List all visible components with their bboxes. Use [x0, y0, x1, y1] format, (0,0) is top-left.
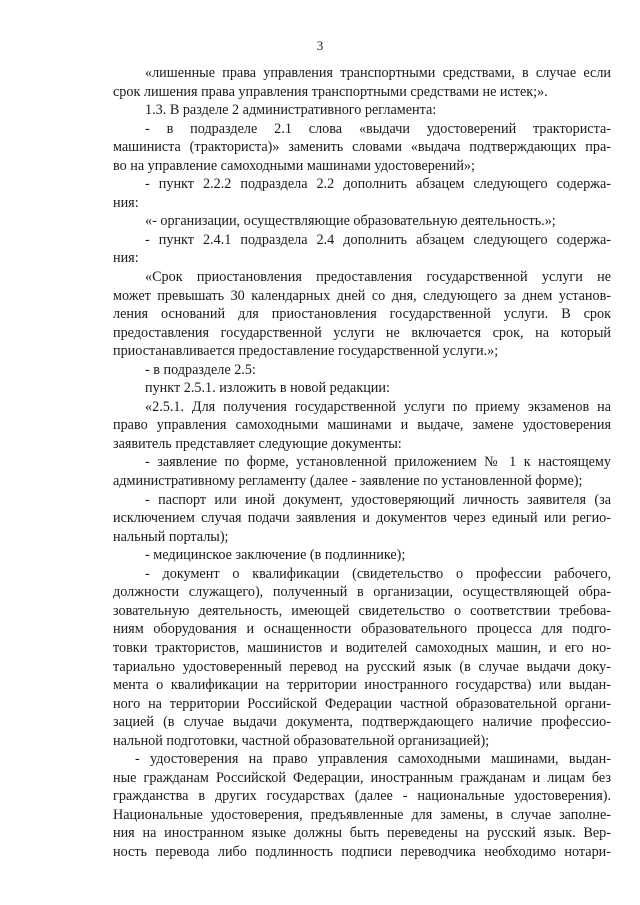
text-line: - медицинское заключение (в подлиннике); — [145, 547, 406, 564]
paragraph — [113, 268, 611, 361]
text-line: должности служащего), полученный в организации, осуществляющей обра- — [113, 584, 611, 601]
text-line: административному регламенту (далее - заявление по установленной форме); — [113, 473, 583, 490]
text-line: - документ о квалификации (свидетельство о профессии рабочего, — [145, 565, 611, 582]
text-line: - в подразделе 2.1 слова «выдачи удостоверений тракториста- — [145, 120, 611, 137]
document-body — [113, 64, 611, 862]
text-line: ния: — [113, 194, 139, 211]
text-line: ния: — [113, 250, 139, 267]
text-line: приостанавливается предоставление государственной услуги.»; — [113, 343, 499, 360]
text-line: машиниста (тракториста)» заменить словами «выдача подтверждающих пра- — [113, 139, 611, 156]
paragraph — [113, 565, 611, 750]
text-line: 1.3. В разделе 2 административного регламента: — [145, 102, 437, 119]
text-line: товки трактористов, машинистов и водителей самоходных машин, и его но- — [113, 639, 611, 656]
paragraph — [113, 453, 611, 490]
text-line: - паспорт или иной документ, удостоверяющий личность заявителя (за — [145, 491, 611, 508]
text-line: право управления самоходными машинами и выдаче, замене удостоверения — [113, 417, 611, 434]
text-line: ления оснований для приостановления государственной услуги. В срок — [113, 306, 611, 323]
paragraph — [113, 64, 611, 101]
text-line: ного на территории Российской Федерации частной образовательной органи- — [113, 695, 611, 712]
paragraph — [113, 491, 611, 547]
text-line: ния на иностранном языке должны быть переведены на русский язык. Вер- — [113, 825, 611, 842]
paragraph — [113, 212, 611, 231]
text-line: исключением случая подачи заявления и документов через единый или регио- — [113, 510, 611, 527]
text-line: нальный порталы); — [113, 528, 229, 545]
text-line: мента о квалификации на территории иностранного государства) или выдан- — [113, 677, 611, 694]
paragraph — [113, 546, 611, 565]
text-line: - пункт 2.2.2 подраздела 2.2 дополнить абзацем следующего содержа- — [145, 176, 611, 193]
text-line: «- организации, осуществляющие образовательную деятельность.»; — [145, 213, 556, 230]
text-line: зацией (в случае выдачи документа, подтверждающего наличие профессио- — [113, 714, 611, 731]
paragraph — [113, 175, 611, 212]
text-line: нальной подготовки, частной образовательной организацией); — [113, 732, 490, 749]
text-line: гражданства в других государствах (далее - национальные удостоверения). — [113, 788, 611, 805]
paragraph — [113, 120, 611, 176]
text-line: Национальные удостоверения, предъявленные для замены, в случае заполне- — [113, 806, 611, 823]
paragraph — [113, 398, 611, 454]
text-line: тариально удостоверенный перевод на русский язык (в случае выдачи доку- — [113, 658, 611, 675]
paragraph — [113, 379, 611, 398]
page-number: 3 — [316, 38, 324, 53]
paragraph — [113, 361, 611, 380]
text-line: - в подразделе 2.5: — [145, 361, 256, 378]
text-line: может превышать 30 календарных дней со дня, следующего за днем установ- — [113, 287, 611, 304]
text-line: срок лишения права управления транспортными средствами не истек;». — [113, 83, 548, 100]
text-line: ниям оборудования и оснащенности образовательного процесса для подго- — [113, 621, 611, 638]
text-line: заявитель представляет следующие документы: — [113, 435, 402, 452]
paragraph — [113, 101, 611, 120]
text-line: «2.5.1. Для получения государственной услуги по приему экзаменов на — [145, 398, 611, 415]
text-line: - заявление по форме, установленной приложением № 1 к настоящему — [145, 454, 611, 471]
text-line: ные гражданам Российской Федерации, иностранным гражданам и лицам без — [113, 769, 611, 786]
text-line: «лишенные права управления транспортными средствами, в случае если — [145, 65, 611, 81]
text-line: предоставления государственной услуги не включается срок, на который — [113, 324, 611, 341]
text-line: «Срок приостановления предоставления государственной услуги не — [145, 269, 611, 286]
text-line: - пункт 2.4.1 подраздела 2.4 дополнить абзацем следующего содержа- — [145, 231, 611, 248]
text-line: пункт 2.5.1. изложить в новой редакции: — [145, 380, 390, 397]
text-line: зовательную деятельность, имеющей свидетельство о соответствии требова- — [113, 602, 611, 619]
paragraph — [113, 750, 611, 861]
text-line: во на управление самоходными машинами удостоверений»; — [113, 157, 475, 174]
text-line: ность перевода либо подлинность подписи переводчика необходимо нотари- — [113, 843, 611, 860]
text-line: - удостоверения на право управления самоходными машинами, выдан- — [135, 751, 611, 768]
paragraph — [113, 231, 611, 268]
